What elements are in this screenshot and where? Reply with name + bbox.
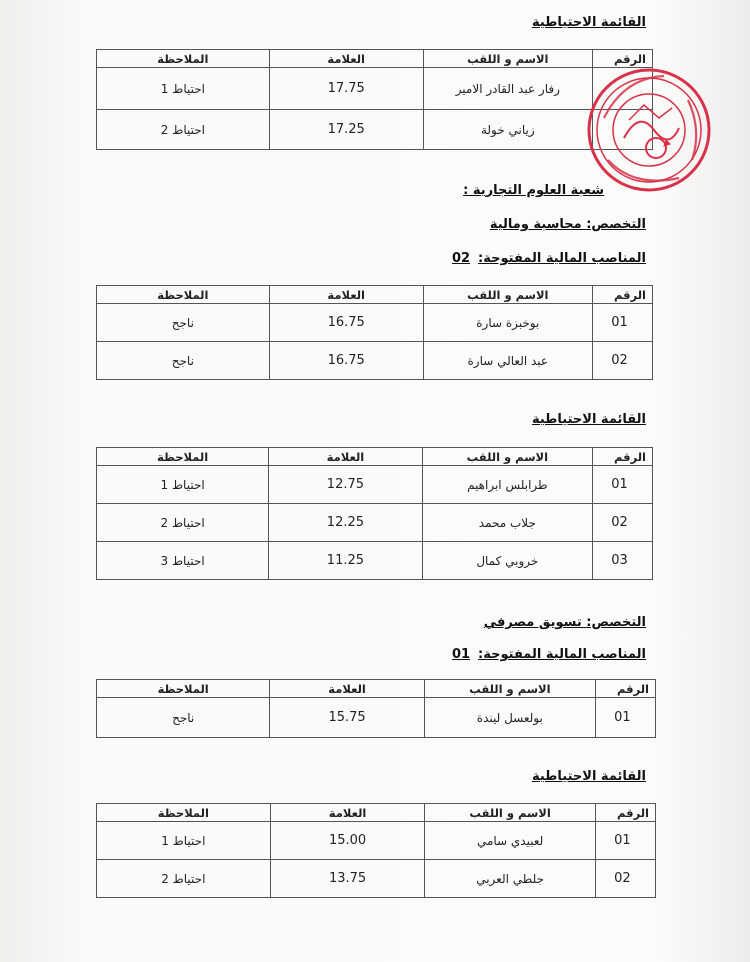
reserve-list-heading: القائمة الاحتياطية — [531, 15, 646, 30]
row-note: احتياط 1 — [97, 466, 269, 504]
col-number: الرقم — [595, 804, 655, 822]
row-number: 02 — [592, 342, 652, 380]
table-row — [97, 466, 653, 504]
row-note: ناجح — [97, 698, 270, 738]
col-number: الرقم — [595, 680, 655, 698]
row-number: 01 — [593, 466, 653, 504]
specialty-heading-1: التخصص: محاسبة ومالية — [489, 217, 646, 232]
row-name: جلطي العربي — [425, 860, 595, 898]
col-name: الاسم و اللقب — [424, 680, 595, 698]
col-grade: العلامة — [269, 50, 423, 68]
table-row — [97, 110, 653, 150]
row-name: بولعسل ليندة — [424, 698, 595, 738]
table-row — [97, 542, 653, 580]
row-grade: 17.75 — [269, 68, 423, 110]
row-grade: 13.75 — [270, 860, 425, 898]
col-note: الملاحظة — [97, 448, 269, 466]
col-grade: العلامة — [270, 680, 425, 698]
row-grade: 15.00 — [270, 822, 425, 860]
col-note: الملاحظة — [97, 286, 270, 304]
col-name: الاسم و اللقب — [425, 804, 595, 822]
row-number: 01 — [595, 822, 655, 860]
col-grade: العلامة — [269, 286, 423, 304]
row-note: احتياط 2 — [97, 504, 269, 542]
row-number: 02 — [595, 860, 655, 898]
col-note: الملاحظة — [97, 680, 270, 698]
row-name: خروبي كمال — [422, 542, 592, 580]
row-grade: 17.25 — [269, 110, 423, 150]
row-name: رفار عبد القادر الامير — [423, 68, 592, 110]
row-grade: 16.75 — [269, 342, 423, 380]
reserve-table-2 — [96, 447, 653, 580]
table-row — [97, 822, 656, 860]
open-positions-count: 01 — [451, 647, 471, 662]
reserve-table-3 — [96, 803, 656, 898]
col-name: الاسم و اللقب — [423, 50, 592, 68]
open-positions-label: المناصب المالية المفتوحة: — [478, 647, 646, 662]
row-note: ناجح — [97, 342, 270, 380]
reserve-list-heading: القائمة الاحتياطية — [531, 412, 646, 427]
row-number: 03 — [593, 542, 653, 580]
university-seal-icon — [584, 60, 714, 200]
specialty-heading-2: التخصص: تسويق مصرفي — [483, 615, 646, 630]
col-grade: العلامة — [270, 804, 425, 822]
row-name: جلاب محمد — [422, 504, 592, 542]
row-grade: 16.75 — [269, 304, 423, 342]
row-number: 01 — [595, 698, 655, 738]
row-name: بوخبزة سارة — [423, 304, 592, 342]
table-row — [97, 860, 656, 898]
row-name: طرابلس ابراهيم — [422, 466, 592, 504]
results-table-2 — [96, 679, 656, 738]
row-note: ناجح — [97, 304, 270, 342]
row-name: عبد العالي سارة — [423, 342, 592, 380]
row-number: 02 — [593, 504, 653, 542]
row-number: 01 — [592, 304, 652, 342]
col-note: الملاحظة — [97, 804, 271, 822]
row-grade: 11.25 — [269, 542, 422, 580]
row-grade: 12.25 — [269, 504, 422, 542]
row-note: احتياط 1 — [97, 68, 270, 110]
row-note: احتياط 1 — [97, 822, 271, 860]
table-row — [97, 342, 653, 380]
col-name: الاسم و اللقب — [422, 448, 592, 466]
open-positions-1 — [452, 251, 646, 267]
col-number: الرقم — [593, 448, 653, 466]
col-name: الاسم و اللقب — [423, 286, 592, 304]
col-number: الرقم — [592, 50, 652, 68]
row-note: احتياط 2 — [97, 860, 271, 898]
row-name: زياني خولة — [423, 110, 592, 150]
branch-heading: شعبة العلوم التجارية : — [463, 183, 604, 198]
open-positions-label: المناصب المالية المفتوحة: — [478, 251, 646, 266]
open-positions-2 — [452, 647, 646, 663]
row-name: لعبيدي سامي — [425, 822, 595, 860]
row-note: احتياط 2 — [97, 110, 270, 150]
col-number: الرقم — [592, 286, 652, 304]
reserve-table-1 — [96, 49, 653, 150]
row-note: احتياط 3 — [97, 542, 269, 580]
col-grade: العلامة — [269, 448, 422, 466]
results-table-1 — [96, 285, 653, 380]
row-grade: 15.75 — [270, 698, 425, 738]
table-row — [97, 304, 653, 342]
table-row — [97, 698, 656, 738]
reserve-list-heading: القائمة الاحتياطية — [531, 769, 646, 784]
table-row — [97, 68, 653, 110]
row-grade: 12.75 — [269, 466, 422, 504]
col-note: الملاحظة — [97, 50, 270, 68]
table-row — [97, 504, 653, 542]
open-positions-count: 02 — [451, 251, 471, 266]
